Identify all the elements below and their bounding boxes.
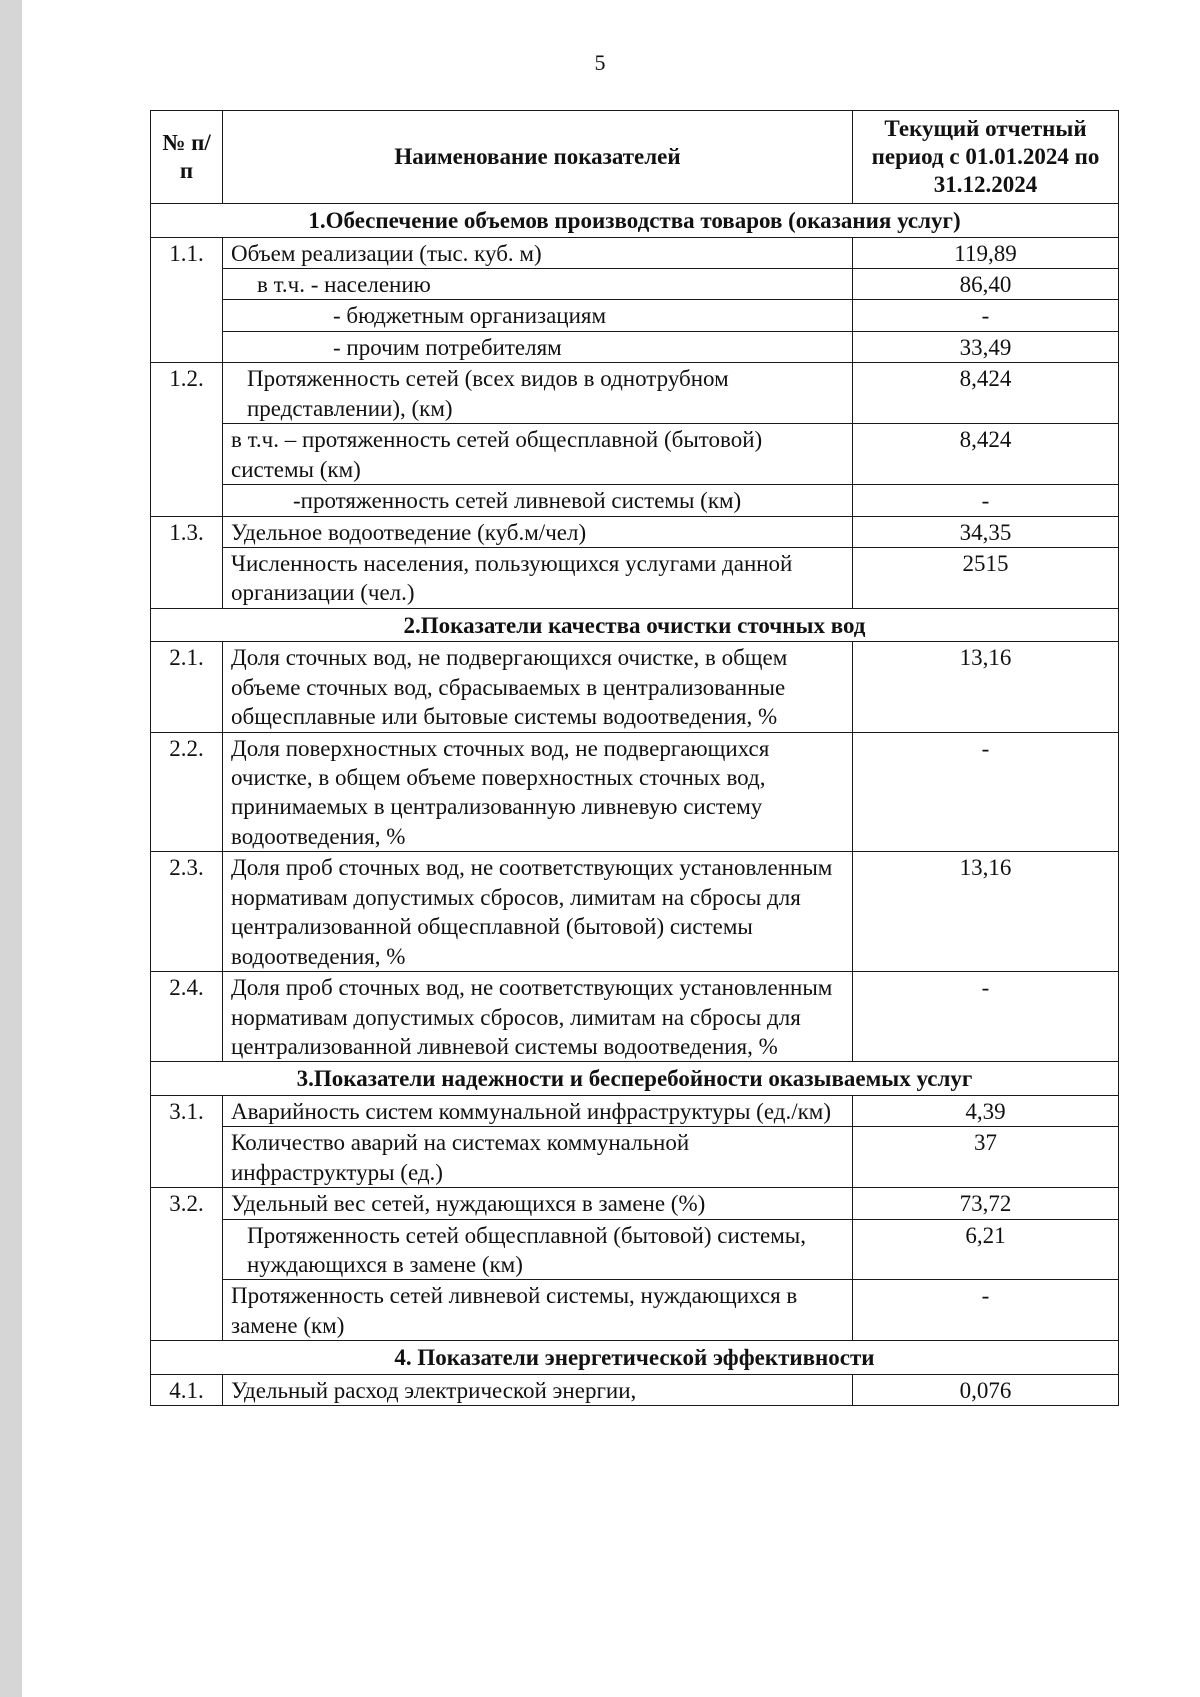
row-name: Доля поверхностных сточных вод, не подвергающихся очистке, в общем объеме поверхностных сточных вод, принимаемых в централизованную ливневую систему водоотведения, % <box>223 732 853 852</box>
row-value: - <box>853 972 1119 1062</box>
table-row <box>151 424 1119 485</box>
section-row <box>151 204 1119 237</box>
row-num: 2.1. <box>151 642 223 732</box>
row-name: в т.ч. - населению <box>223 269 853 300</box>
row-name: Удельное водоотведение (куб.м/чел) <box>223 516 853 547</box>
row-name: Объем реализации (тыс. куб. м) <box>223 237 853 268</box>
table-row <box>151 237 1119 268</box>
row-name: -протяженность сетей ливневой системы (км) <box>223 485 853 516</box>
table-row <box>151 1219 1119 1280</box>
row-value: 86,40 <box>853 269 1119 300</box>
table-row <box>151 1280 1119 1341</box>
header-num: № п/п <box>151 111 223 204</box>
table-row <box>151 1095 1119 1126</box>
section-title: 1.Обеспечение объемов производства товаров (оказания услуг) <box>151 204 1119 237</box>
header-period: Текущий отчетный период с 01.01.2024 по 31.12.2024 <box>853 111 1119 204</box>
table-row <box>151 1188 1119 1219</box>
row-num: 1.1. <box>151 237 223 363</box>
section-title: 2.Показатели качества очистки сточных вод <box>151 608 1119 641</box>
row-value: 34,35 <box>853 516 1119 547</box>
table-row <box>151 331 1119 362</box>
row-num: 3.2. <box>151 1188 223 1341</box>
row-name: Протяженность сетей ливневой системы, нуждающихся в замене (км) <box>223 1280 853 1341</box>
row-num: 2.4. <box>151 972 223 1062</box>
row-value: 8,424 <box>853 424 1119 485</box>
table-row <box>151 852 1119 972</box>
scan-edge <box>0 0 22 1697</box>
row-value: 13,16 <box>853 852 1119 972</box>
row-value: 0,076 <box>853 1374 1119 1405</box>
table-row <box>151 485 1119 516</box>
section-row <box>151 1062 1119 1095</box>
row-num: 4.1. <box>151 1374 223 1405</box>
row-name: Доля проб сточных вод, не соответствующих установленным нормативам допустимых сбросов, лимитам на сбросы для централизованной общесплавной (бытовой) системы водоотведения, % <box>223 852 853 972</box>
row-name: Доля сточных вод, не подвергающихся очистке, в общем объеме сточных вод, сбрасываемых в централизованные общесплавные или бытовые системы водоотведения, % <box>223 642 853 732</box>
row-name: в т.ч. – протяженность сетей общесплавной (бытовой) системы (км) <box>223 424 853 485</box>
header-name: Наименование показателей <box>223 111 853 204</box>
page-number: 5 <box>594 50 606 75</box>
row-name: Численность населения, пользующихся услугами данной организации (чел.) <box>223 547 853 608</box>
row-num: 1.3. <box>151 516 223 608</box>
section-title: 3.Показатели надежности и бесперебойности оказываемых услуг <box>151 1062 1119 1095</box>
table-row <box>151 732 1119 852</box>
section-row <box>151 1341 1119 1374</box>
table-row <box>151 516 1119 547</box>
indicators-table <box>150 110 1119 1406</box>
row-name: Количество аварий на системах коммунальной инфраструктуры (ед.) <box>223 1127 853 1188</box>
table-row <box>151 1374 1119 1405</box>
row-value: 6,21 <box>853 1219 1119 1280</box>
row-name: Доля проб сточных вод, не соответствующих установленным нормативам допустимых сбросов, лимитам на сбросы для централизованной ливневой системы водоотведения, % <box>223 972 853 1062</box>
table-row <box>151 1127 1119 1188</box>
row-name: - прочим потребителям <box>223 331 853 362</box>
row-value: 4,39 <box>853 1095 1119 1126</box>
row-num: 3.1. <box>151 1095 223 1187</box>
row-name: Аварийность систем коммунальной инфраструктуры (ед./км) <box>223 1095 853 1126</box>
row-num: 2.3. <box>151 852 223 972</box>
table-row <box>151 269 1119 300</box>
table-row <box>151 300 1119 331</box>
row-name: - бюджетным организациям <box>223 300 853 331</box>
row-value: - <box>853 300 1119 331</box>
row-value: 37 <box>853 1127 1119 1188</box>
table-header-row <box>151 111 1119 204</box>
table-row <box>151 547 1119 608</box>
row-value: - <box>853 485 1119 516</box>
row-value: 13,16 <box>853 642 1119 732</box>
row-value: 2515 <box>853 547 1119 608</box>
row-value: 119,89 <box>853 237 1119 268</box>
row-value: - <box>853 732 1119 852</box>
section-row <box>151 608 1119 641</box>
row-name: Протяженность сетей (всех видов в однотрубном представлении), (км) <box>223 363 853 424</box>
table-row <box>151 642 1119 732</box>
row-name: Протяженность сетей общесплавной (бытовой) системы, нуждающихся в замене (км) <box>223 1219 853 1280</box>
row-num: 2.2. <box>151 732 223 852</box>
row-value: 8,424 <box>853 363 1119 424</box>
table-row <box>151 363 1119 424</box>
section-title: 4. Показатели энергетической эффективности <box>151 1341 1119 1374</box>
row-name: Удельный вес сетей, нуждающихся в замене (%) <box>223 1188 853 1219</box>
table-row <box>151 972 1119 1062</box>
row-name: Удельный расход электрической энергии, <box>223 1374 853 1405</box>
row-value: 73,72 <box>853 1188 1119 1219</box>
row-value: - <box>853 1280 1119 1341</box>
row-value: 33,49 <box>853 331 1119 362</box>
row-num: 1.2. <box>151 363 223 516</box>
